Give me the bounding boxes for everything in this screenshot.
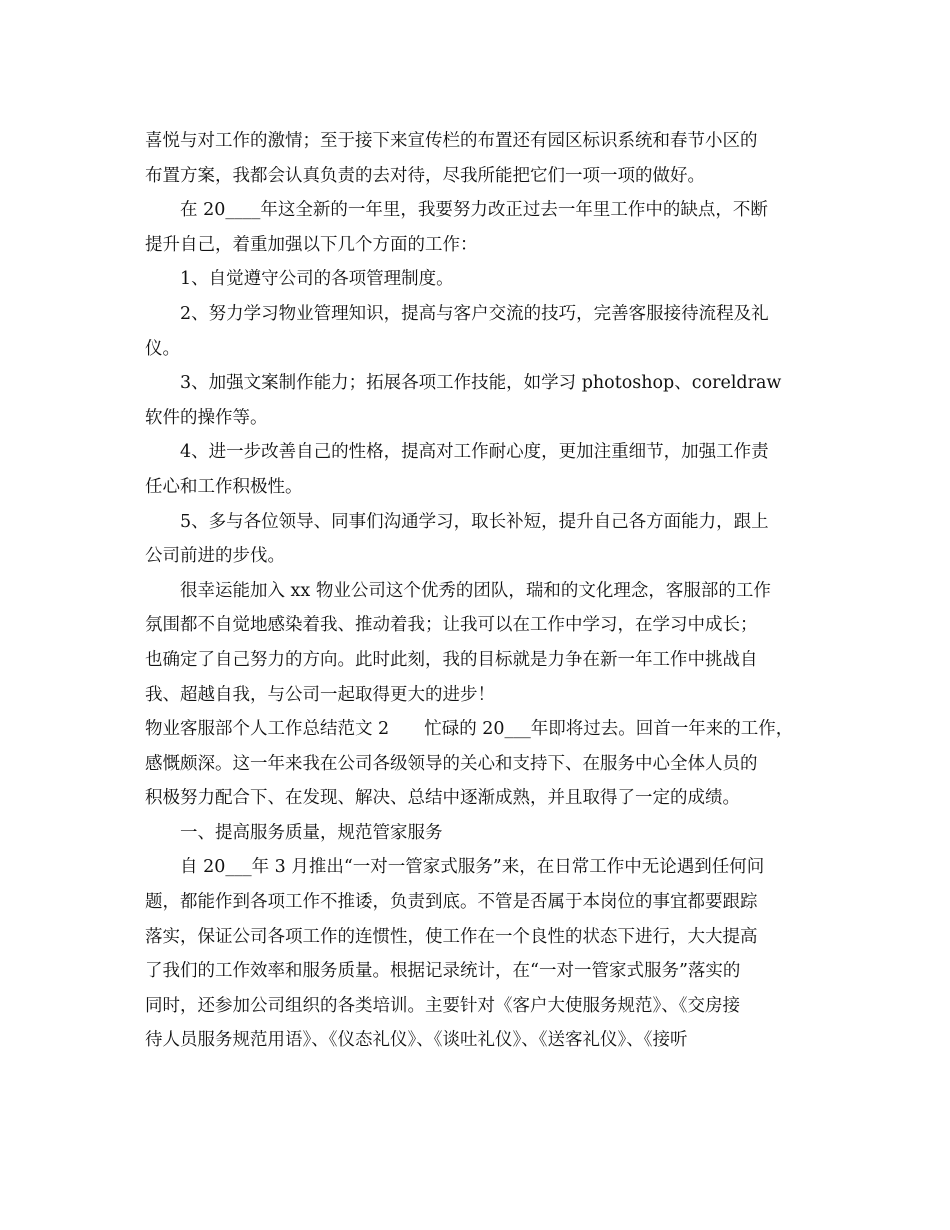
text-line: 落实，保证公司各项工作的连惯性，使工作在一个良性的状态下进行，大大提高 bbox=[145, 926, 758, 947]
text-line: 5、多与各位领导、同事们沟通学习，取长补短，提升自己各方面能力，跟上 bbox=[180, 511, 769, 532]
text-line: 氛围都不自觉地感染着我、推动着我；让我可以在工作中学习，在学习中成长； bbox=[145, 615, 758, 636]
text-line: 仪。 bbox=[145, 338, 180, 359]
text-line: 同时，还参加公司组织的各类培训。主要针对《客户大使服务规范》、《交房接 bbox=[145, 995, 740, 1016]
text-line: 喜悦与对工作的激情；至于接下来宣传栏的布置还有园区标识系统和春节小区的 bbox=[145, 131, 758, 151]
text-line: 待人员服务规范用语》、《仪态礼仪》、《谈吐礼仪》、《送客礼仪》、《接听 bbox=[145, 1030, 688, 1051]
text-line: 也确定了自己努力的方向。此时此刻，我的目标就是力争在新一年工作中挑战自 bbox=[145, 649, 758, 670]
text-line: 1、自觉遵守公司的各项管理制度。 bbox=[180, 269, 454, 290]
text-line: 了我们的工作效率和服务质量。根据记录统计，在“一对一管家式服务”落实的 bbox=[145, 961, 741, 982]
text-line: 4、进一步改善自己的性格，提高对工作耐心度，更加注重细节，加强工作责 bbox=[180, 442, 769, 463]
text-line: 提升自己，着重加强以下几个方面的工作： bbox=[145, 234, 478, 255]
text-line: 积极努力配合下、在发现、解决、总结中逐渐成熟，并且取得了一定的成绩。 bbox=[145, 788, 740, 809]
text-line: 2、努力学习物业管理知识，提高与客户交流的技巧，完善客服接待流程及礼 bbox=[180, 303, 769, 324]
text-line: 软件的操作等。 bbox=[145, 407, 268, 428]
text-line: 布置方案，我都会认真负责的去对待，尽我所能把它们一项一项的做好。 bbox=[145, 165, 705, 186]
text-line: 任心和工作积极性。 bbox=[145, 476, 303, 497]
text-line: 题，都能作到各项工作不推诿，负责到底。不管是否属于本岗位的事宜都要跟踪 bbox=[145, 892, 758, 913]
text-line: 很幸运能加入 xx 物业公司这个优秀的团队，瑞和的文化理念，客服部的工作 bbox=[180, 580, 771, 601]
text-line: 自 20___年 3 月推出“一对一管家式服务”来，在日常工作中无论遇到任何问 bbox=[180, 857, 765, 878]
text-line: 公司前进的步伐。 bbox=[145, 546, 285, 567]
text-line: 物业客服部个人工作总结范文 2 忙碌的 20___年即将过去。回首一年来的工作， bbox=[145, 719, 794, 740]
text-line: 3、加强文案制作能力；拓展各项工作技能，如学习 photoshop、coreldraw bbox=[180, 373, 782, 394]
text-line: 在 20____年这全新的一年里，我要努力改正过去一年里工作中的缺点，不断 bbox=[180, 200, 768, 221]
text-line: 我、超越自我，与公司一起取得更大的进步！ bbox=[145, 684, 495, 705]
document-body bbox=[145, 124, 815, 1058]
text-line: 一、提高服务质量，规范管家服务 bbox=[180, 822, 443, 843]
text-line: 感慨颇深。这一年来我在公司各级领导的关心和支持下、在服务中心全体人员的 bbox=[145, 753, 758, 774]
